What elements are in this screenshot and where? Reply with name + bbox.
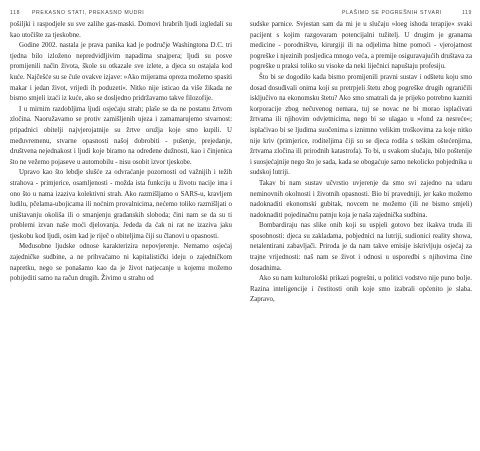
paragraph: Takav bi nam sustav učvrstio uvjerenje da smo svi zajedno na udaru neminovnih okolnosti i životnih opasnosti. Bio bi pravedniji, jer kako možemo nadoknaditi ekonomski gubitak, novcem ne možemo (ili ne bismo smjeli) nadoknaditi pojedinačnu patnju koja je naša zajednička sudbina. bbox=[250, 179, 472, 219]
paragraph: I u mirnim razdobljima ljudi osjećaju strah; plaše se da ne postanu žrtvom zločina. Naoružavamo se protiv zamišljenih ujeza i zamamarujemo stvarnost: pripadnici obitelji najvjerojatnije su žrtve oružja koje smo kupili. U međuvremenu, stvarne opasnosti našoj dobrobiti - pušenje, prejedanje, društvena nejednakost i ljudi koje biramo na određene dužnosti, kao i činjenica što ne vežemo pojaseve u automobilu - nisu osobit izvor tjeskobe. bbox=[10, 105, 232, 166]
paragraph: Međusobne ljudske odnose karakterizira nepovjerenje. Nemamo osjećaj zajedničke sudbine, a ne prihvaćamo ni kapitalistički ideju o zajedničkom napretku, nego se ponašamo kao da je život natjecanje u kojemu možemo pobijediti samo na račun drugih. Živimo u strahu od bbox=[10, 243, 232, 283]
left-page-number: 118 bbox=[10, 10, 21, 16]
left-page bbox=[10, 8, 232, 285]
right-page-header bbox=[250, 8, 472, 20]
left-page-body bbox=[10, 20, 232, 285]
right-page-number: 119 bbox=[461, 10, 472, 16]
paragraph: Ako su nam kulturološki prikazi pogrešni, u politici vodstvo nije puno bolje. Razina inteligencije i čestitosti onih koje smo izabrali općenito je slaba. Zapravo, bbox=[250, 275, 472, 304]
left-page-running-title: PREKASNO STATI, PREKASNO MUDRI bbox=[32, 10, 145, 16]
paragraph: Godine 2002. nastala je prava panika kad je područje Washingtona D.C. tri tjedna bilo izloženo nepredvidljivim napadima snajpera; ljudi su posve promijenili način života, škole su otkazale sve izlete, a djeca su ostajala kod kuće. Najčešće su se čule ovakve izjave: »Ako mijerama opreza možemo spasiti makar i jedan život, vrijedi ih poduzeti«. Nitko nije isticao da više žikada ne bismo smjeli izaći iz kuće, ako se dosljedno pridržavamo takve filozofije. bbox=[10, 42, 232, 103]
left-page-header bbox=[10, 8, 232, 20]
right-page-running-title: PLAŠIMO SE POGREŠNIH STVARI bbox=[342, 10, 442, 16]
right-page bbox=[250, 8, 472, 306]
right-page-body bbox=[250, 20, 472, 306]
paragraph: Upravo kao što lebdje slušće za odvraćanje pozornosti od važnijih i težih strahova - primjerice, osamljenosti - možda ista funkciju u životu nacije ima i ono što u nama izaziva kolektivni strah. Ako razmišljamo o SARS-u, kravljem ludilu, pčelama-ubojicama ili noćnim provalnicima, nećemo toliko razmišljati o uništavanju okoliša ili o smanjenju građanskih sloboda; čini nam se da su ti problemi izvan naše moći djelovanja. Jededa da ćak ni rat ne izaziva jaku tjeskobu kod ljudi, osim kad je riječ o obiteljima čiji su članovi u opasnosti. bbox=[10, 169, 232, 240]
paragraph: Što bi se dogodilo kada bismo promijenili pravni sustav i odštetu koju smo dosad dosuđivali onima koji su pretrpjeli štetu zbog pogreške drugih ograničili isključivo na ekonomsku štetu? Ako smo smatrali da je prijeko potrebno kazniti korporacije zbog nečuvenog nemara, tuj se novac ne bi morao isplaćivati žrtvama ili njihovim odvjetnicima, nego bi se ulagao u »fond za nesreće«; isplaćivao bi se ljudima suočenima s iznimno velikim troškovima za koje nitko nije kriv (primjerice, roditeljima čiji su se djeca rodila s teškim oštećenjima, žrtvama zločina ili prirodnih katastrofa). To bi, u svakom slučaju, bilo poštenije i suosjećajnije nego što je sada, kada se obogaćuje samo nekolicko pobjednika u sudskoj lutriji. bbox=[250, 73, 472, 177]
paragraph: pošiljki i raspodjele su sve zalihe gas-maski. Domovi hrabrih ljudi izgledali su kao utočište za tjeskobne. bbox=[10, 21, 232, 39]
paragraph: Bombardiraju nas slike onih koji su uspjeli gotovo bez ikakva truda ili sposobnosti: djeca su zakladama, pobjednici na lutriji, sudionici reality showa, netalentirani zabavljači. Priroda je da nam takve emisije iskrivljuju osjećaj za trajne vrijednosti: naš nam se život i odnosi u usporedbi s njihovima čine dosadnima. bbox=[250, 222, 472, 272]
paragraph: sudske parnice. Svjestan sam da mi je u slučaju »loeg ishoda terapije« svaki pacijent s kojim razgovaram potencijalni tužitelj. U drugim je granama medicine - porodništvu, kirurgiji ili na odjelima hitne pomoći - vjerojatnost pogreške i njezinih posljedica mnogo veća, a premije osiguravajućih društava za pogreške u praksi toliko su visoke da neki liječnici napuštaju profesiju. bbox=[250, 21, 472, 71]
